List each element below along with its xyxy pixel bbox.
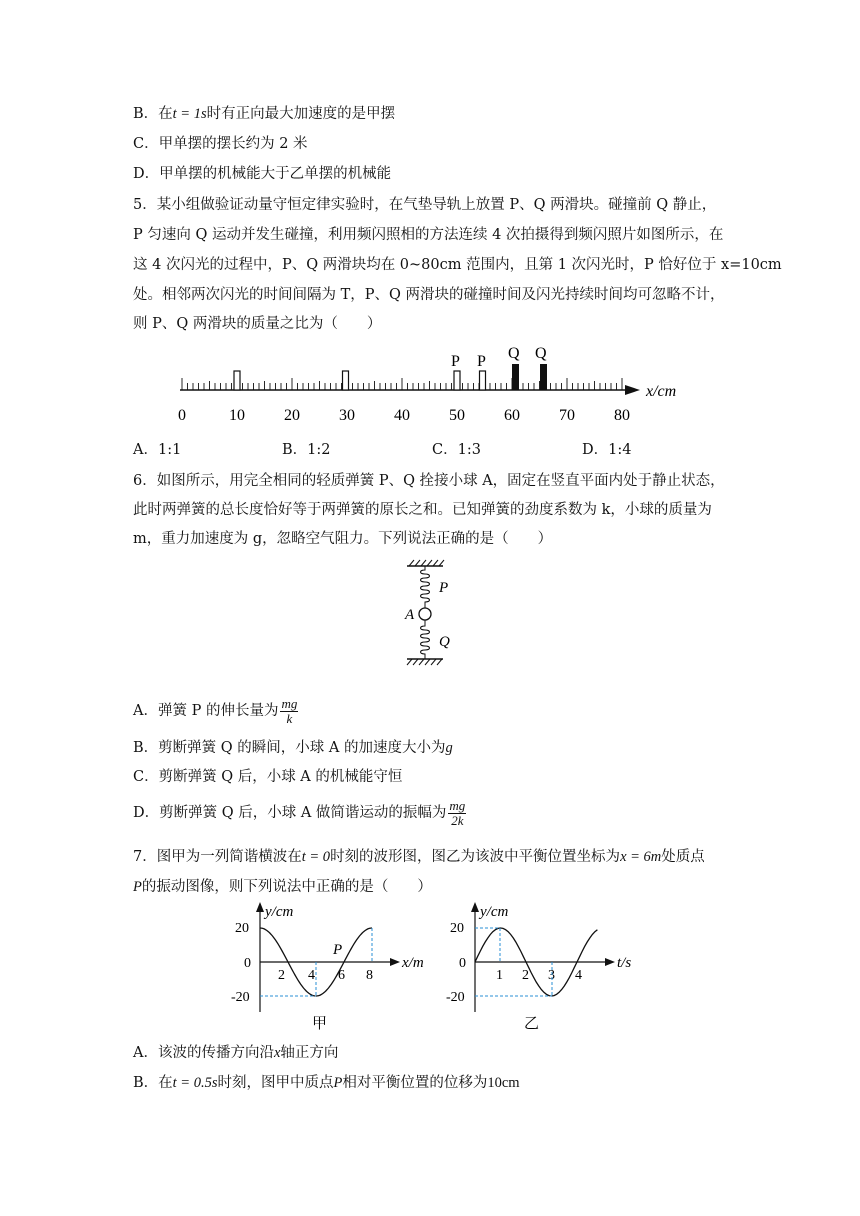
yi-ytick-0: 0 bbox=[459, 956, 466, 971]
q7-stem-line-2 bbox=[133, 877, 432, 897]
q6-floor-hatch bbox=[407, 659, 442, 665]
q7-stem-line-1 bbox=[133, 847, 705, 867]
q7-option-b-equation: t = 0.5s bbox=[172, 1075, 218, 1091]
q6-option-d-numerator: mg bbox=[449, 797, 466, 813]
q4-option-b-text-2: 时有正向最大加速度的是甲摆 bbox=[206, 106, 396, 122]
jia-point-p: P bbox=[333, 942, 343, 958]
yi-xtick-1: 1 bbox=[496, 968, 503, 983]
q7-option-b-text-2: 时刻，图甲中质点 bbox=[217, 1075, 334, 1091]
q6-option-d bbox=[133, 797, 468, 829]
jia-xtick-6: 6 bbox=[338, 968, 345, 983]
q6-label-p: P bbox=[439, 580, 449, 596]
q5-ruler-ticks bbox=[182, 378, 622, 390]
jia-ytick-neg20: -20 bbox=[231, 990, 250, 1005]
q5-tick-label: 70 bbox=[559, 407, 575, 424]
yi-y-arrow bbox=[471, 902, 479, 912]
q7-stem-var-p: P bbox=[133, 879, 142, 895]
q6-spring-p bbox=[421, 566, 430, 608]
q6-option-c: C．剪断弹簧 Q 后，小球 A 的机械能守恒 bbox=[133, 769, 403, 785]
q7-option-b-text-3: 相对平衡位置的位移为 bbox=[342, 1075, 488, 1091]
q6-option-a-text: A．弹簧 P 的伸长量为 bbox=[133, 703, 279, 719]
q6-option-b bbox=[133, 738, 453, 758]
q5-option-d: D．1:4 bbox=[582, 442, 632, 458]
q7-option-a bbox=[133, 1043, 338, 1063]
q4-option-d: D．甲单摆的机械能大于乙单摆的机械能 bbox=[133, 166, 392, 182]
q7-stem-text-a: 7．图甲为一列简谐横波在 bbox=[133, 849, 302, 865]
q5-stem-line-2: P 匀速向 Q 运动并发生碰撞，利用频闪照相的方法连续 4 次拍摄得到频闪照片如图所示，在 bbox=[133, 227, 724, 243]
q5-option-b: B．1:2 bbox=[282, 442, 331, 458]
q4-option-b-equation: t = 1s bbox=[172, 106, 207, 122]
q7-option-a-text: A．该波的传播方向沿 bbox=[133, 1045, 274, 1061]
q5-label-p-1: P bbox=[451, 353, 460, 370]
q7-figure-jia bbox=[225, 900, 435, 1035]
q4-option-c: C．甲单摆的摆长约为 2 米 bbox=[133, 136, 308, 152]
q5-label-p-2: P bbox=[477, 353, 486, 370]
q5-q-block-2 bbox=[540, 364, 547, 390]
q6-option-a-denominator: k bbox=[286, 710, 293, 726]
q6-option-a bbox=[133, 695, 300, 727]
q5-tick-label: 30 bbox=[339, 407, 355, 424]
q6-spring-q bbox=[421, 620, 430, 659]
q5-p-block-3 bbox=[454, 371, 460, 390]
jia-xlabel: x/m bbox=[402, 955, 424, 971]
q7-option-b-value: 10cm bbox=[487, 1075, 520, 1091]
q5-tick-label: 50 bbox=[449, 407, 465, 424]
q6-label-a: A bbox=[405, 607, 415, 623]
q7-option-a-variable: x bbox=[273, 1045, 281, 1061]
q5-p-block-2 bbox=[343, 371, 349, 390]
q5-tick-label: 80 bbox=[614, 407, 630, 424]
yi-ytick-neg20: -20 bbox=[446, 990, 465, 1005]
q6-option-b-variable: g bbox=[445, 740, 453, 756]
yi-ytick-20: 20 bbox=[450, 921, 464, 936]
jia-y-arrow bbox=[256, 902, 264, 912]
q7-option-b bbox=[133, 1073, 520, 1093]
q5-option-c: C．1:3 bbox=[432, 442, 481, 458]
q5-option-a: A．1:1 bbox=[133, 442, 182, 458]
q5-tick-label: 20 bbox=[284, 407, 300, 424]
q5-stem-line-1: 5．某小组做验证动量守恒定律实验时，在气垫导轨上放置 P、Q 两滑块。碰撞前 Q 静止， bbox=[133, 197, 717, 213]
jia-xtick-4: 4 bbox=[308, 968, 315, 983]
yi-xlabel: t/s bbox=[617, 955, 632, 971]
q6-stem-line-3: m，重力加速度为 g，忽略空气阻力。下列说法正确的是（ ） bbox=[133, 531, 553, 547]
q5-label-q-1: Q bbox=[508, 345, 520, 362]
q5-axis-label: x/cm bbox=[646, 383, 677, 400]
q6-figure bbox=[395, 558, 465, 670]
jia-x-arrow bbox=[390, 958, 400, 966]
q5-tick-label: 60 bbox=[504, 407, 520, 424]
jia-ytick-20: 20 bbox=[235, 921, 249, 936]
yi-xtick-3: 3 bbox=[548, 968, 555, 983]
q5-stem-line-4: 处。相邻两次闪光的时间间隔为 T，P、Q 两滑块的碰撞时间及闪光持续时间均可忽略不计， bbox=[133, 287, 725, 303]
q7-stem-text-c: 处质点 bbox=[661, 849, 705, 865]
q6-option-a-fraction bbox=[280, 697, 298, 726]
q7-stem-eq-2: x = 6m bbox=[620, 849, 662, 865]
q5-stem-line-5: 则 P、Q 两滑块的质量之比为（ ） bbox=[133, 316, 382, 332]
jia-xtick-2: 2 bbox=[278, 968, 285, 983]
jia-ytick-0: 0 bbox=[244, 956, 251, 971]
q5-figure bbox=[160, 338, 700, 433]
q4-option-b bbox=[133, 104, 395, 124]
q7-option-a-text-2: 轴正方向 bbox=[280, 1045, 339, 1061]
q5-tick-label: 40 bbox=[394, 407, 410, 424]
q7-stem-eq-1: t = 0 bbox=[301, 849, 331, 865]
jia-ylabel: y/cm bbox=[265, 904, 294, 920]
q7-figure-yi bbox=[440, 900, 650, 1035]
q5-q-block-1 bbox=[512, 364, 519, 390]
q6-label-q: Q bbox=[439, 634, 450, 650]
yi-x-arrow bbox=[605, 958, 615, 966]
yi-xtick-2: 2 bbox=[522, 968, 529, 983]
yi-ylabel: y/cm bbox=[480, 904, 509, 920]
q7-stem-text-b: 时刻的波形图，图乙为该波中平衡位置坐标为 bbox=[330, 849, 621, 865]
q6-option-a-numerator: mg bbox=[281, 695, 298, 711]
jia-caption: 甲 bbox=[312, 1016, 328, 1032]
q6-ball-a bbox=[419, 608, 431, 620]
q5-tick-label: 10 bbox=[229, 407, 245, 424]
yi-xtick-4: 4 bbox=[575, 968, 582, 983]
jia-xtick-8: 8 bbox=[366, 968, 373, 983]
q5-axis-arrow bbox=[625, 385, 640, 395]
q6-option-d-denominator: 2k bbox=[451, 812, 464, 828]
yi-caption: 乙 bbox=[524, 1016, 540, 1032]
q6-ceiling-hatch bbox=[409, 560, 444, 566]
q7-option-b-text: B．在 bbox=[133, 1075, 173, 1091]
q5-stem-line-3: 这 4 次闪光的过程中，P、Q 两滑块均在 0~80cm 范围内，且第 1 次闪光时，P 恰好位于 x=10cm bbox=[133, 257, 782, 273]
q5-p-block-1 bbox=[234, 371, 240, 390]
q5-tick-labels bbox=[178, 407, 630, 424]
q7-stem-text-d: 的振动图像，则下列说法中正确的是（ ） bbox=[141, 879, 432, 895]
q4-option-b-text: B．在 bbox=[133, 106, 173, 122]
q6-stem-line-2: 此时两弹簧的总长度恰好等于两弹簧的原长之和。已知弹簧的劲度系数为 k，小球的质量为 bbox=[133, 502, 712, 518]
q5-label-q-2: Q bbox=[535, 345, 547, 362]
q6-option-b-text: B．剪断弹簧 Q 的瞬间，小球 A 的加速度大小为 bbox=[133, 740, 446, 756]
q6-option-d-fraction bbox=[448, 799, 466, 828]
q6-option-d-text: D．剪断弹簧 Q 后，小球 A 做简谐运动的振幅为 bbox=[133, 805, 447, 821]
q5-p-block-4 bbox=[480, 371, 486, 390]
q7-option-b-variable: P bbox=[333, 1075, 343, 1091]
q5-tick-label: 0 bbox=[178, 407, 186, 424]
q6-stem-line-1: 6．如图所示，用完全相同的轻质弹簧 P、Q 拴接小球 A，固定在竖直平面内处于静止状态， bbox=[133, 473, 725, 489]
